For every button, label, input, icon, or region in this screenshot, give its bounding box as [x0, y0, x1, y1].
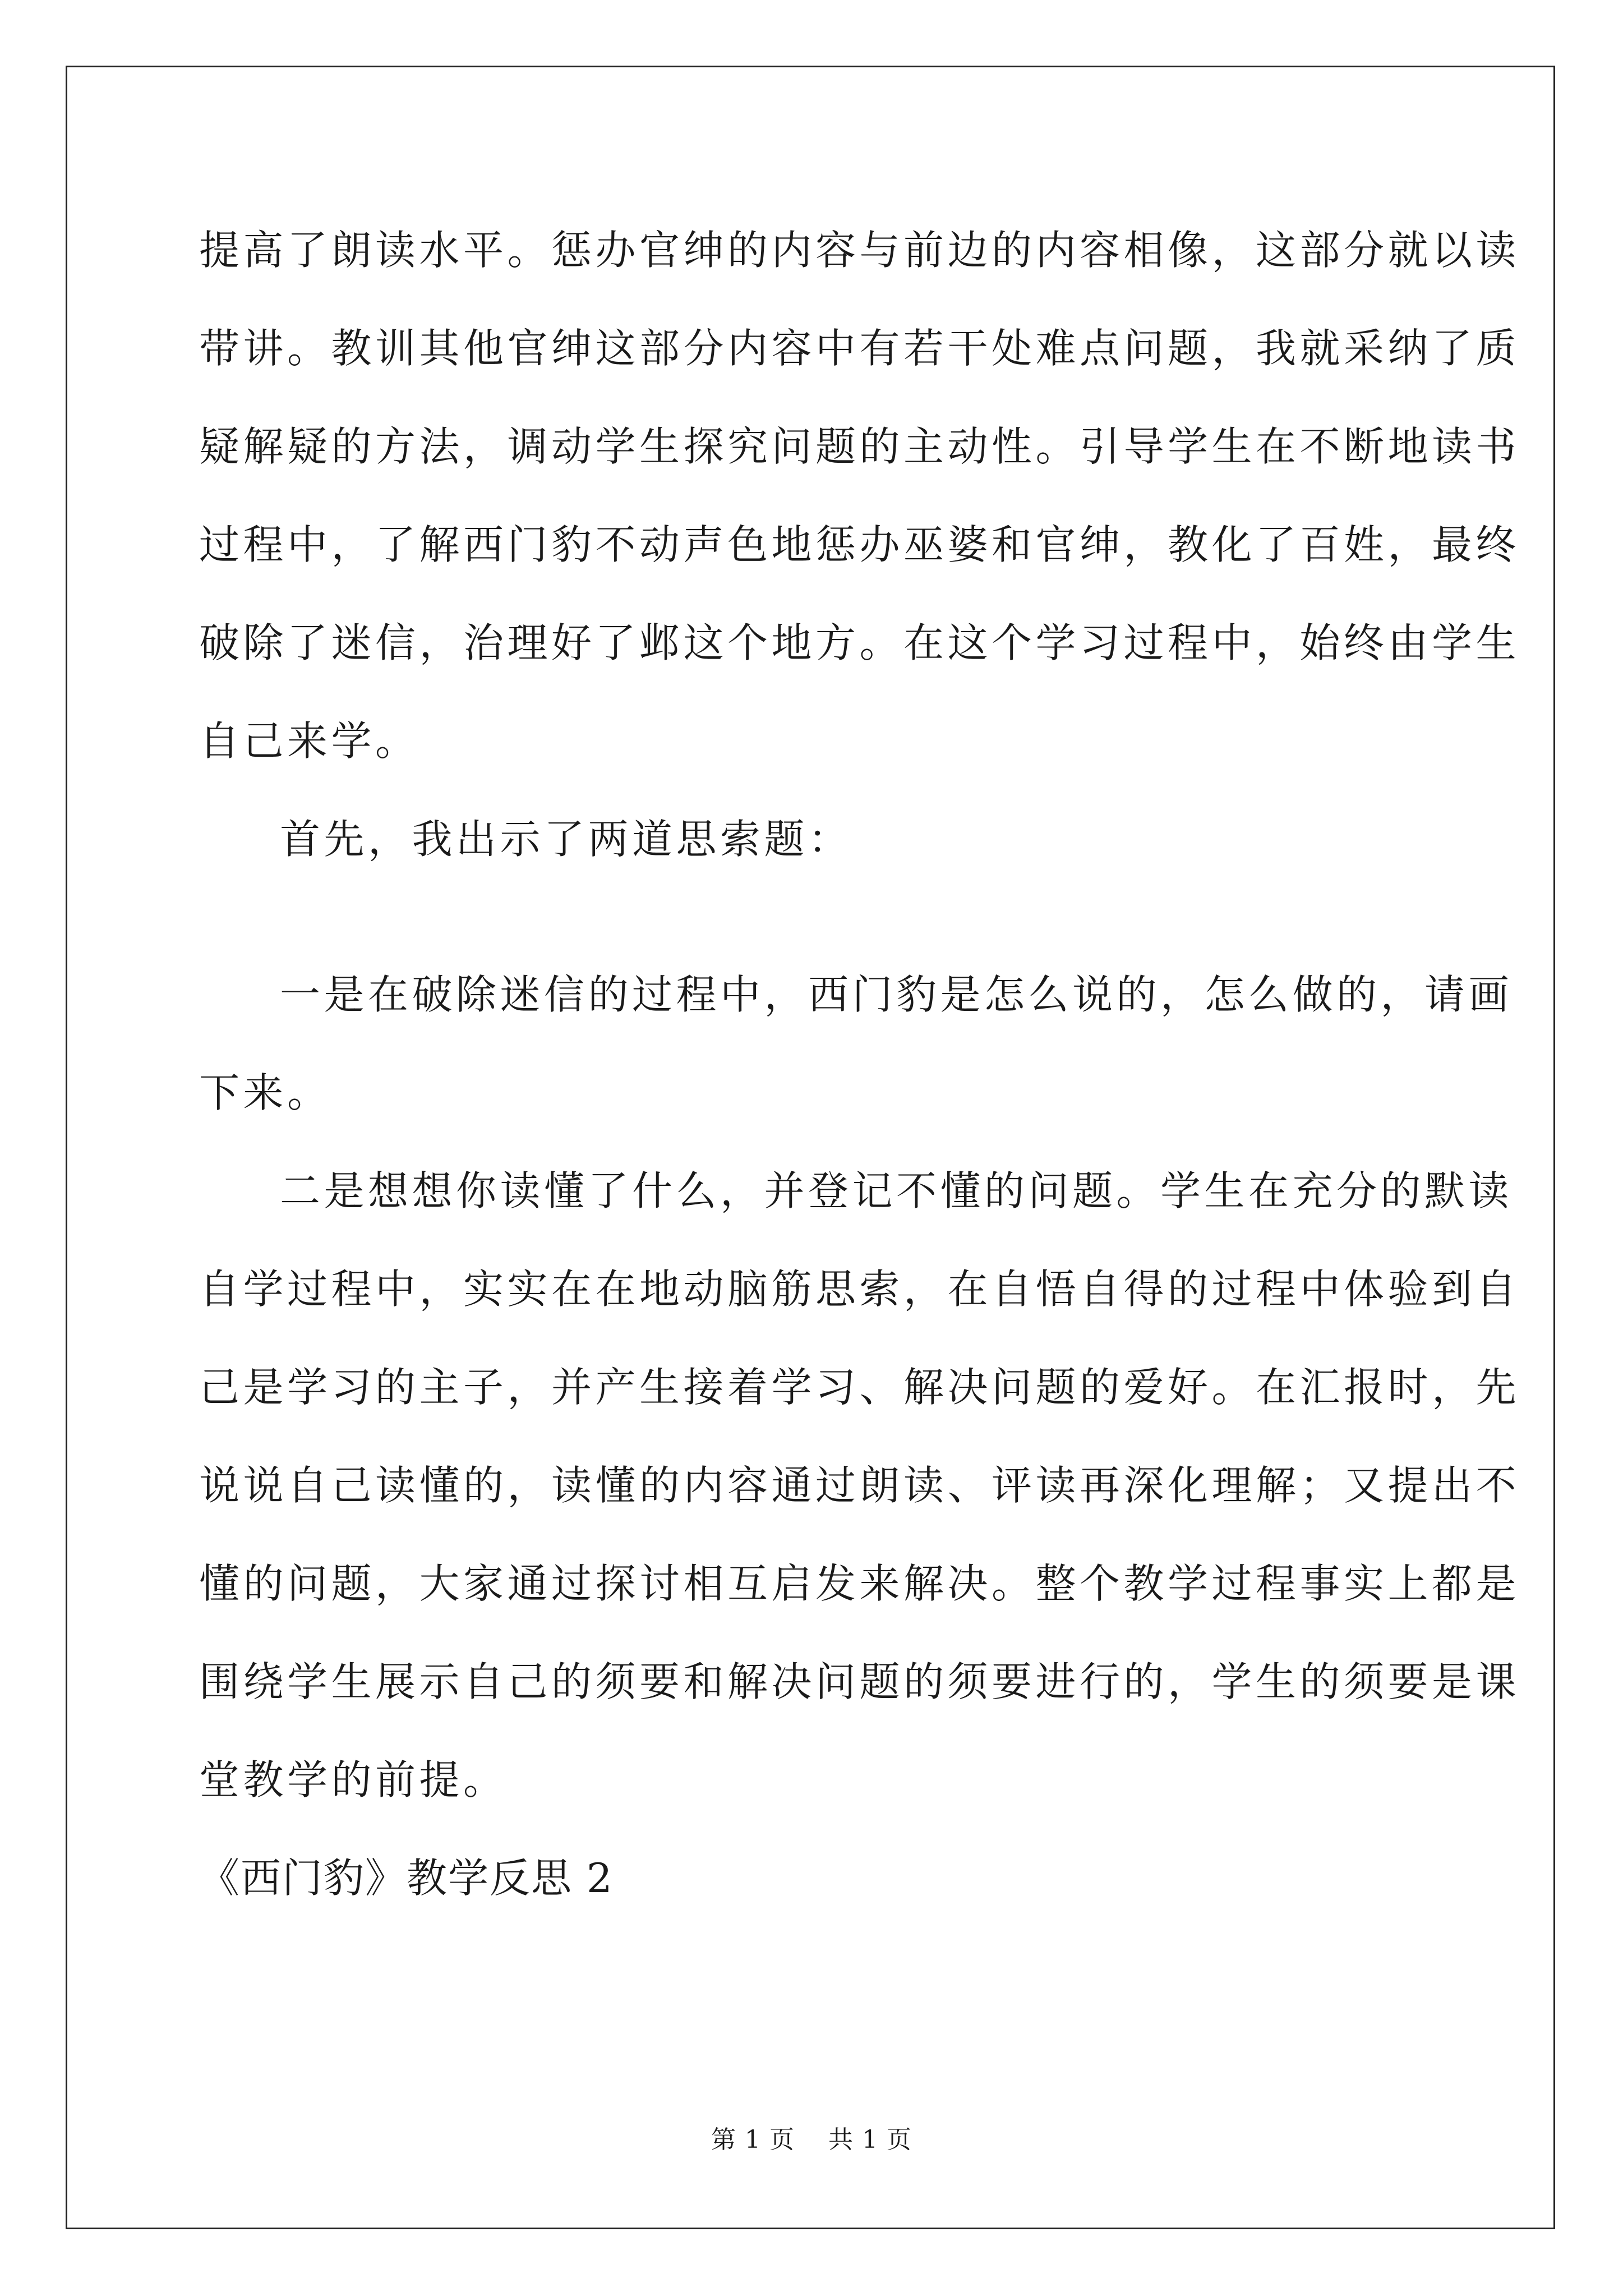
paragraph-4-line-1: 二是想想你读懂了什么，并登记不懂的问题。学生在充分的默读 [280, 1167, 1513, 1214]
paragraph-3-line-1: 一是在破除迷信的过程中，西门豹是怎么说的，怎么做的，请画 [280, 971, 1513, 1018]
paragraph-2-line-1: 首先，我出示了两道思索题： [280, 816, 852, 863]
paragraph-1-line-2: 带讲。教训其他官绅这部分内容中有若干处难点问题，我就采纳了质 [199, 325, 1520, 372]
paragraph-1-line-1: 提高了朗读水平。惩办官绅的内容与前边的内容相像，这部分就以读 [199, 227, 1520, 274]
page-footer [0, 2123, 1623, 2157]
paragraph-1-line-3: 疑解疑的方法，调动学生探究问题的主动性。引导学生在不断地读书 [199, 423, 1520, 470]
page-number-label: 第 1 页 共 1 页 [711, 2125, 912, 2154]
paragraph-4-line-2: 自学过程中，实实在在地动脑筋思索，在自悟自得的过程中体验到自 [199, 1266, 1520, 1313]
paragraph-4-line-4: 说说自己读懂的，读懂的内容通过朗读、评读再深化理解；又提出不 [199, 1462, 1520, 1509]
paragraph-4-line-7: 堂教学的前提。 [199, 1756, 508, 1803]
paragraph-4-line-6: 围绕学生展示自己的须要和解决问题的须要进行的，学生的须要是课 [199, 1658, 1520, 1705]
paragraph-4-line-3: 己是学习的主子，并产生接着学习、解决问题的爱好。在汇报时，先 [199, 1364, 1520, 1411]
section-heading: 《西门豹》教学反思 2 [199, 1855, 614, 1902]
paragraph-1-line-4: 过程中，了解西门豹不动声色地惩办巫婆和官绅，教化了百姓，最终 [199, 521, 1520, 568]
paragraph-1-line-6: 自己来学。 [199, 717, 419, 765]
paragraph-4-line-5: 懂的问题，大家通过探讨相互启发来解决。整个教学过程事实上都是 [199, 1560, 1520, 1607]
paragraph-1-line-5: 破除了迷信，治理好了邺这个地方。在这个学习过程中，始终由学生 [199, 619, 1520, 666]
paragraph-3-line-2: 下来。 [199, 1069, 331, 1116]
